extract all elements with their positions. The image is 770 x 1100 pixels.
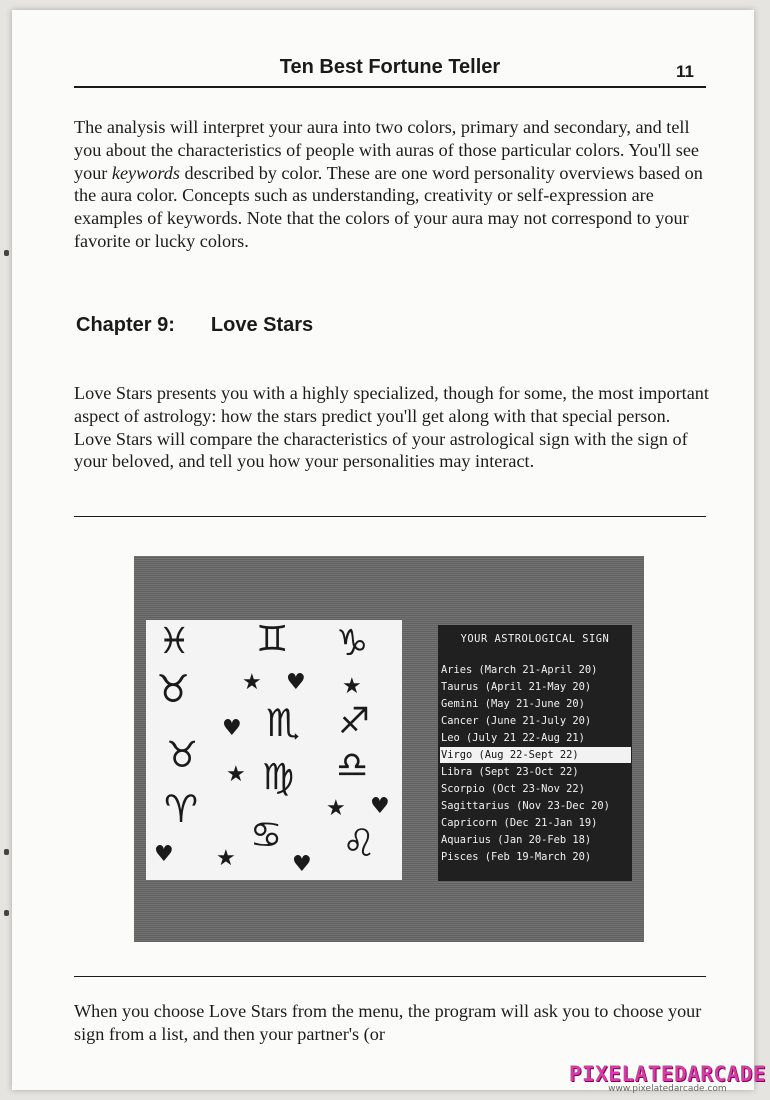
gemini-icon: ♊ xyxy=(256,620,289,660)
taurus-icon: ♉ xyxy=(156,667,191,711)
heart-icon: ♥ xyxy=(154,842,174,867)
sign-option-aquarius[interactable]: Aquarius (Jan 20-Feb 18) xyxy=(441,834,592,846)
sign-option-cancer[interactable]: Cancer (June 21-July 20) xyxy=(441,715,592,727)
scorpio-icon: ♏ xyxy=(266,701,301,745)
header-rule xyxy=(74,86,706,88)
zodiac-illustration-panel xyxy=(146,620,402,880)
keywords-emphasis: keywords xyxy=(111,162,180,183)
aries-icon: ♈ xyxy=(164,787,199,831)
star-icon: ★ xyxy=(326,796,346,821)
heart-icon: ♥ xyxy=(292,852,312,877)
heart-icon: ♥ xyxy=(286,670,306,695)
astrological-sign-list xyxy=(438,625,632,881)
chapter-title: Love Stars xyxy=(210,314,314,336)
page-number: 11 xyxy=(676,62,694,81)
sign-option-gemini[interactable]: Gemini (May 21-June 20) xyxy=(441,698,585,710)
sign-option-leo[interactable]: Leo (July 21 22-Aug 21) xyxy=(441,732,585,744)
sign-list-title: YOUR ASTROLOGICAL SIGN xyxy=(460,633,610,645)
sign-option-sagittarius[interactable]: Sagittarius (Nov 23-Dec 20) xyxy=(441,800,610,812)
binding-hole xyxy=(4,849,9,855)
libra-icon: ♎ xyxy=(336,745,369,786)
game-screenshot xyxy=(134,556,644,942)
heart-icon: ♥ xyxy=(370,794,390,819)
virgo-icon: ♍ xyxy=(262,757,295,798)
sign-option-virgo-selected[interactable]: Virgo (Aug 22-Sept 22) xyxy=(440,747,631,763)
closing-paragraph: When you choose Love Stars from the menu, the program will ask you to choose your sign from a list, and then your partner's (or xyxy=(74,1001,702,1044)
star-icon: ★ xyxy=(216,846,236,871)
section-rule xyxy=(74,516,706,517)
section-rule xyxy=(74,976,706,977)
heart-icon: ♥ xyxy=(222,716,242,741)
watermark-url: www.pixelatedarcade.com xyxy=(608,1084,727,1094)
star-icon: ★ xyxy=(342,674,362,699)
chapter-heading xyxy=(76,314,313,337)
love-stars-paragraph: Love Stars presents you with a highly specialized, though for some, the most important aspect of astrology: how the stars predict you'll get along with that special person. Love Stars will compare the characteristics of your astrological sign with the sign of your beloved, and tell you how your personalities may interact. xyxy=(74,383,709,472)
star-icon: ★ xyxy=(242,670,262,695)
taurus-bull-icon: ♉ xyxy=(166,735,199,776)
binding-hole xyxy=(4,910,9,916)
cancer-icon: ♋ xyxy=(250,815,283,856)
sign-option-pisces[interactable]: Pisces (Feb 19-March 20) xyxy=(441,851,592,863)
watermark-brand: PIXELATEDARCADE xyxy=(568,1062,766,1086)
star-icon: ★ xyxy=(226,762,246,787)
sign-option-taurus[interactable]: Taurus (April 21-May 20) xyxy=(441,681,592,693)
pisces-icon: ♓ xyxy=(158,621,191,662)
sign-option-aries[interactable]: Aries (March 21-April 20) xyxy=(441,664,598,676)
binding-hole xyxy=(4,250,9,256)
watermark xyxy=(569,1062,766,1094)
intro-paragraph: The analysis will interpret your aura into two colors, primary and secondary, and tell you about the characteristics of people with auras of those particular colors. You'll see your keywords described by color. These are one word personality overviews based on the aura color. Concepts such as understanding, creativity or self-expression are examples of keywords. Note that the colors of your aura may not correspond to your favorite or lucky colors. xyxy=(74,117,703,251)
sign-option-scorpio[interactable]: Scorpio (Oct 23-Nov 22) xyxy=(441,783,585,795)
sign-option-capricorn[interactable]: Capricorn (Dec 21-Jan 19) xyxy=(441,817,598,829)
sagittarius-icon: ♐ xyxy=(338,701,371,742)
chapter-label: Chapter 9: xyxy=(76,314,175,336)
sign-option-libra[interactable]: Libra (Sept 23-Oct 22) xyxy=(441,766,579,778)
leo-icon: ♌ xyxy=(342,821,377,865)
running-header-title: Ten Best Fortune Teller xyxy=(279,56,501,78)
capricorn-icon: ♑ xyxy=(336,623,369,664)
